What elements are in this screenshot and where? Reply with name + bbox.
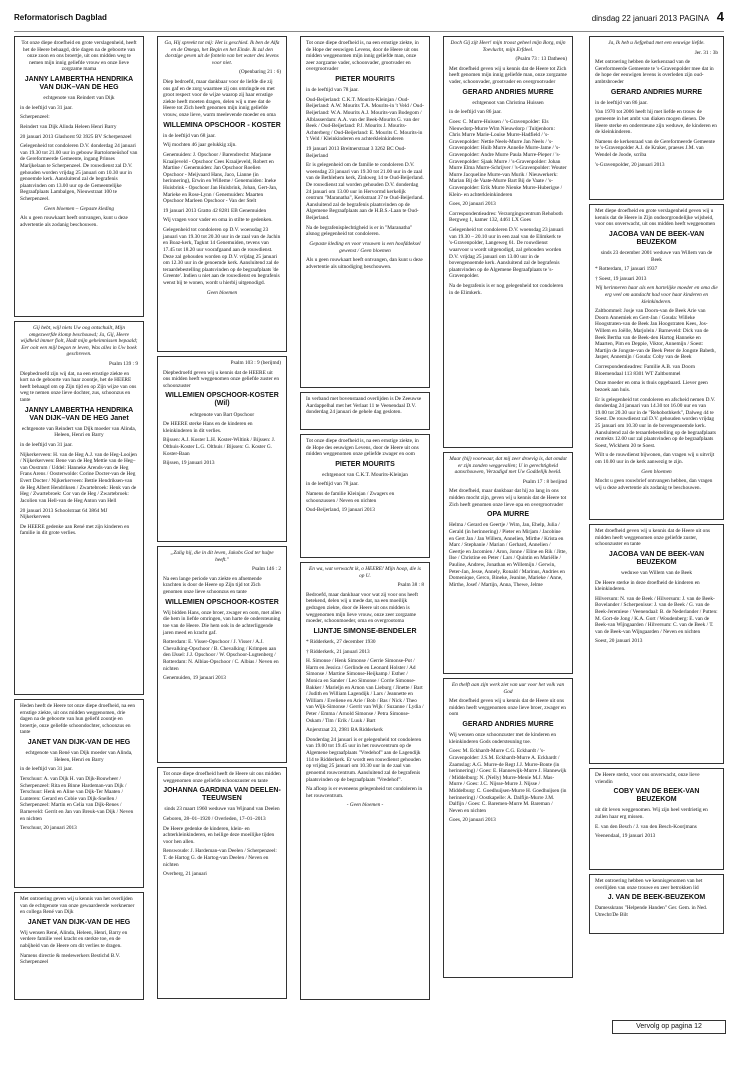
notice-gerard-2 [443,678,573,978]
age-line: in de leeftijd van 86 jaar. [595,99,648,106]
notice-intro: Diepbedroefd zijn wij dat, na een ernstige ziekte en kort na de geboorte van haar zoontje, het de HEERE heeft behaagd om op Zijn tijd en op Zijn wijze van ons weg te nemen onze lieve dochter, zus, schoonzus en tante [20,370,137,404]
deceased-name: GERARD ANDRIES MURRE [462,88,554,96]
flowers-note: - Geen bloemen - [346,802,384,809]
flowers-note: Gepaste kleding en voor vrouwen is een hoofddeksel gewenst / Geen bloemen [309,240,421,254]
notice-willemina [157,36,287,352]
funeral-info: Gelegenheid tot condoleren D.V. woensdag 23 januari van 19.30 – 20.10 uur in een zaal van de Elimkerk te 's-Gravenpolder, Langeweg 61. De rouwdienst waarvoor u wordt uitgenodigd, zal gehouden worden D.V. vrijdag 25 januari om 13.00 uur in de bovengenoemde kerk. Aansluitend zal de begrafenis plaatsvinden op de Algemene Begraafplaats te 's-Gravenpolder. [449,227,564,280]
notice-intro: Met droefheid geven wij u kennis dat de Heere uit ons midden heeft weggenomen onze geliefde zuster, schoonzuster en tante [595,528,711,548]
notice-intro: Na een lange periode van ziekte en afnemende krachten is door de Heere op Zijn tijd tot Zich genomen onze lieve schoonzus en tante [163,575,262,596]
verse: Doch Gij zijt Heer! mijn troost geheel mijn Borg, mijn Toevlucht, mijn Erfdeel. [450,40,566,53]
deceased-name: JANET VAN DIJK-VAN DE HEG [27,918,131,926]
notice-intro: Diep bedroefd, maar dankbaar voor de liefde die zij ons gaf en de zorg waarmee zij ons omringde en met groot respect voor de wijze waarop zij haar ernstige ziekte heeft moeten dragen, delen wij u mee dat de Heere tot Zich heeft genomen mijn innig geliefde vrouw, onze lieve, warm meelevende moeder en oma [163,79,276,119]
verse-reference: (Psalm 73 : 13 Datheen) [515,56,567,63]
notice-intro: Tot onze diepe droefheid is, na een ernstige ziekte, in de Hope des eeuwigen Levens, door de Heere uit ons midden weggenomen onze geliefde zwager en oom [306,438,419,458]
notice-willemien-2 [157,546,287,763]
death-line: † Soest, 19 januari 2013 [595,275,647,282]
column-2 [157,36,287,1003]
page-header [14,9,724,32]
notice-text: Wij wensen onze schoonzuster met de kinderen en kleinkinderen Gods ondersteuning toe. [449,732,557,745]
spouse-line: echtgenoot van Christina Huissen [472,99,544,106]
date-place: Oud-Beijerland, 19 januari 2013 [306,507,375,514]
column-3 [300,36,430,1004]
deceased-name: JANNY LAMBERTHA HENDRIKA VAN DIJK–VAN DE HEG Janet [24,406,134,422]
date-place: Genemuiden, 19 januari 2013 [163,675,226,682]
date-place: Veenendaal, 19 januari 2013 [595,833,656,840]
newspaper-name: Reformatorisch Dagblad [14,13,107,22]
notice-coby [589,768,724,870]
pagina-label: PAGINA [679,14,709,23]
notice-intro: De Heere sterkt, voor ons onverwacht, onze lieve vriendin [595,772,700,785]
spouse-line: echtgenote van Bart Opschoor [189,411,255,418]
deceased-name: GERARD ANDRIES MURRE [462,721,554,729]
verse-reference: (Openbaring 21 : 6) [239,69,281,76]
page-info [592,9,724,24]
age-line: in de leeftijd van 86 jaar. [449,109,502,116]
family-list: Zaltbommel: Josje van Doorn-van de Beek Arie van Doorn Annemiek en Gert-Jan / Gouda: Willeke Hoogstraten-van de Beek Jan Hoogstraten Kees, Jos-Willem en Joëlle, Marjolein / Barneveld: Dick van de Beek Bertha van de Beek-den Hartog Hanneke en Maarten, Pim en Deppie, Viktor, Annemijn / Soest: Martijn de Jongste-van de Beek Peter de Jongste Babeth, Jasper, Annemijn / Gouda: Coby van de Beek [595,308,716,361]
family-list: Hilversum: N. van de Beek / Hilversum: J. van de Beek-Bovelander / Scherpenisse: J. van de Beek / G. van de Beek-Jeremiese / Veenendaal: B. de Nederlander / Putten: M. Gort-de Jong / K.A. Gort / Woudenberg: E. van de Beek-van Wijngaarden / Hilversum: C. van de Beek / T. van de Beek-van Wijngaarden / Neven en nichten [595,595,718,635]
family-list: Nijkerkerveen: H. van de Heg A.J. van de Heg-Looijen / Nijkerkerveen: Bene van de Heg Mettie van de Heg–van Oostrum / Uddel: Hanneke Arends-van de Heg Frans Arens / Oosterwolde: Corine Docter-van de Heg Evert Docter / Nijkerkerveen: Bettie Hendriksen-van de Heg Albert Hendriksen / Zwartebroek: Henk van de Heg / Zwartebroek: Cor van de Heg / Zwartebroek: Jacolien van Hell-van de Heg Anton van Hell [20,451,137,504]
spouse-line: sinds 23 december 2001 weduwe van Willem van de Beek [600,249,713,263]
date-place: Overberg, 21 januari [163,871,207,878]
family-note: Wij vragen voor vader en oma in stilte te gedenken. [163,217,273,224]
age-line: in de leeftijd van 68 jaar. [163,132,216,139]
family-list: E. van den Besch / J. van den Besch-Koorjmans [595,823,697,830]
date-address: 20 januari 2013 Glashorst 92 3925 BV Scherpenzeel [20,133,132,140]
verse: Ga, Hij spreekt tot mij: Het is geschied. Ik ben de Alfa en de Omega, het Begin en het Einde. Ik zal den dorstige geven uit de fontein van het water des levens voor niet. [164,40,280,66]
funeral-info: Gelegenheid tot condoleren D.V. donderdag 24 januari van 19.30 tot 21.00 uur in gebouw Bartolomeüshof van de Gereformeerde Gemeente, ingang Prinses Marijkelaan te Scherpenzeel. De rouwdienst zal D.V. gehouden worden vrijdag 25 januari om 10.30 uur in genoemde kerk. Aansluitend zal de begrafenis plaatsvinden om 13.00 uur op de Gemeentelijke Begraafplaats Lambalgen, Nieuwstraat 100 te Scherpenzeel. [20,143,138,203]
closing-note: De HEERE gedenke aan René met zijn kinderen en familie in dit grote verlies. [20,523,130,537]
notice-intro: Tot onze diepe droefheid en grote verslagenheid, heeft het de Heere behaagd, drie dagen na de geboorte van onze zoon en ons broertje, uit ons midden weg te nemen mijn innig geliefde vrouw en onze lieve zorgzame mama [21,40,137,73]
deceased-name: WILLEMIEN OPSCHOOR-KOSTER [165,598,279,606]
spouse-line: echtgenoot van C.K.T. Mourits-Kleinjan [322,471,408,478]
family-list: Reindert van Dijk Alinda Heleen Henri Barry [20,123,117,130]
card-note: Als u geen rouwkaart heeft ontvangen, kunt u deze advertentie als zodanig beschouwen. [20,215,128,228]
family-list: Oud-Beijerland: C.K.T. Mourits-Kleinjan / Oud-Beijerland: A.W. Mourits T.A. Mourits-in 't Veld / Oud-Beijerland: W.A. Mourits A.J. Mourits-van Bodegom / Alblasserdam: A.A. van der Beek-Mourits G. van der Beek / Oud-Beijerland: P.J. Mourits J. Mourits-Achterberg / Oud-Beijerland: E. Mourits C. Mourits-in 't Veld / Kleinkinderen en achterkleinkinderen [306,96,424,143]
verse: En thelft aan zijn werk ziet van uur voor het volk van God [451,682,565,695]
deceased-name: JOHANNA GARDINA VAN DEELEN-TEEUWSEN [163,787,281,803]
deceased-name: PIETER MOURITS [335,460,395,468]
card-note: Mocht u geen rouwbrief ontvangen hebben, dan vragen wij u deze advertentie als zodanig te beschouwen. [595,478,713,491]
remembrance-line: Wij herinneren haar als een hartelijke moeder en oma die erg veel om aandacht had voor haar kinderen en kleinkinderen. [595,285,718,305]
age-line: in de leeftijd van 31 jaar. [20,104,73,111]
notice-wil [157,356,287,542]
deceased-name: JACOBA VAN DE BEEK-VAN BEUZEKOM [608,230,705,246]
verse: En wa, wat verwacht ik, o HEERE! Mijn hoop, die is op U. [309,566,421,579]
notice-intro: Tot onze diepe droefheid heeft de Heere uit ons midden weggenomen onze geliefde schoonzuster en tante [163,771,281,784]
age-line: in de leeftijd van 31 jaar. [20,766,73,773]
notice-text: De Heere gedenke de kinderen, klein- en achterkleinkinderen, en heilige deze moeilijke tijden voor hen allen. [163,825,275,845]
verse-reference: Psalm 17 : 8 berijmd [522,478,567,485]
verse: Ja, Ik heb u liefgehad met een eeuwige liefde. [608,40,705,46]
signature: Namens directie & medewerkers Bestichd B.V. Scherpenzeel [20,952,121,966]
family-list: Goes: M. Eckhardt-Murre C.G. Eckhardt / 's-Gravenpolder: J.S.M. Eckhardt-Murre A. Eckhardt / Zaamslag: A.G. Murre-de Regt J.J. Murre-Bonte (in herinnering) / Goes: E. Hannewijk-Murre J. Hannewijk / Middelburg: N. (Nelly) Murre-Menie M.J. Mas-Murre / Goes: J.C. Nijsse-Murre J. Nijsse / Middelburg: C. Goedhuijsen-Murre H. Goedhuijsen (in herinnering) / Oostkapelle: A. Dalfijn-Murre J.M. Dalfijn / Goes: C. Baremen-Murre M. Bareman / Neven en nichten [449,748,567,814]
deceased-name: GERARD ANDRIES MURRE [610,88,703,96]
notice-text: Wij wensen René, Alinda, Heleen, Henri, Barry en verdere familie veel kracht en sterkte toe, en de nabijheid van de Heere om dit verlies te dragen. [20,929,128,950]
card-note: Als u geen rouwkaart heeft ontvangen, dan kunt u deze advertentie als uitnodiging beschouwen. [306,257,423,270]
age-line: in de leeftijd van 31 jaar. [20,442,73,449]
spouse-line: weduwe van Willem van de Beek [620,569,693,576]
date-place: Soest, 20 januari 2013 [595,638,643,645]
notice-text: uit dit leven weggenomen. Wij zijn heel verdrietig en zullen haar erg missen. [595,807,708,820]
notice-pieter-2 [300,434,430,558]
correspondence-address: Correspondentieadres: Familie A.B. van Doorn Bloemendaal 113 8301 WT Zaltbommel [595,364,696,377]
page-number: 4 [716,9,724,24]
issue-date: dinsdag 22 januari 2013 [591,14,678,23]
signature: Damesskrans "Helpende Handen" Ger. Gem. in Ned. Utrecht/De Bilt [595,905,708,918]
notice-ja [589,36,724,200]
deceased-name: COBY VAN DE BEEK-VAN BEUZEKOM [613,788,700,804]
notice-janet-3 [14,699,144,888]
column-4 [443,36,573,982]
date-place: 's-Gravenpolder, 20 januari 2013 [595,161,665,168]
notice-verband [300,392,430,430]
funeral-info: Er is gelegenheid tot condoleren en afscheid nemen D.V. donderdag 24 januari van 14.30 tot 16.00 uur en van 19.00 tot 20.30 uur in de "Rehobothkerk", Dalweg 44 te Soest. De rouwdienst zal D.V. gehouden worden vrijdag 25 januari om 10.30 uur in de bovengenoemde kerk. Aansluitend zal de teraardebestelling op de begraafplaats rentrekts 12.00 uur zal plaatsvinden op de begraafplaats Soest, Wickhem 20 te Soest. [595,396,716,449]
age-line: in de leeftijd van 78 jaar. [306,87,359,94]
verse: Gij hebt, wijl niets Uw oog ontschuilt, Mijn omgezwerfde klomp beschouwd; Ja, Gij, Heere wijdheid immer fiolt, Hadt mijn geheimnissen bepaald; Eer ooit een mijl begon te leven, Was alles in Uw boek geschreven. [20,325,138,358]
condolence-note: Na de begrafenisplechtigheid is er in "Maranatha" alsnog gelegenheid tot condoleren. [306,224,413,238]
condolence-note: Na de begrafenis is er nog gelegenheid tot condoleren in de Elimkerk. [449,282,564,296]
family-list: Terschuur: A. van Dijk H. van Dijk-Bouwheer / Scherpenzeel: Rita en Binne Hardeman-van Dijk / Terschuur: Henk en Aline van Dijk-Ter Maaten / Lunteren: Gerard en Cobie van Dijk-Snellen / Scherpenzeel: Martin en Celia van Dijk-Renes / Barneveld: Gerrit en Jan van Breuk-van Dijk / Neven en nichten [20,775,134,822]
notice-intro: Met droefheid, maar dankbaar dat hij zo lang in ons midden mocht zijn, geven wij u kennis dat de Heere tot Zich heeft genomen onze lieve opa en overgrootvader [449,488,567,508]
notice-text: De Heere sterke in deze droefheid de kinderen en kleinkinderen. [595,579,700,593]
column-5 [589,36,724,938]
spouse-line: echtgenote van Reindert van Dijk moeder van Alinda, Heleen, Henri en Barry [21,425,137,439]
deceased-name: JANET VAN DIJK-VAN DE HEG [27,739,131,747]
spouse-line: echtgenote van Reindert van Dijk [43,95,115,102]
notice-jacoba-1 [589,204,724,520]
family-list: Namens de familie Kleinjan / Zwagers en schoonzussen / Neven en nichten [306,491,395,504]
place-line: Scherpenzeel: [20,114,50,121]
date-address: 20 januari 2013 Schoolstraat 64 3864 MJ Nijkerkerveen [20,507,108,521]
deceased-name: JACOBA VAN DE BEEK-VAN BEUZEKOM [608,550,705,566]
verse: Maar (hij) voorwaar, dat mij zeer droevig is, dat omdat er zijn zonden weggevallen; U in gerechtigheid aanschouwen, Verzadigd met Uw Goddelijk beeld. [449,456,567,476]
notice-intro: Met ontroering hebben de kerkenraad van de Gereformeerde Gemeente te 's-Gravenpolder mee dat in de hope der eeuwigen levens is overleden zijn oud-ambtsbroeder [595,59,714,86]
column-1 [14,36,144,1004]
date-place: Goes, 20 januari 2013 [449,817,496,824]
notice-lijntje [300,562,430,1000]
family-list: Rotterdam: E. Visser-Opschoor / J. Visser / A.J. Chevalking-Opschoor / B. Chevalking / Krimpen aan den IJssel: J.J. Opschoor / W. Opschoor-Lugtenberg / Rotterdam: N. Albias-Opschoor / C. Albias / Neven en nichten [163,639,279,672]
flowers-note: Geen bloemen [206,289,238,296]
verse-reference: Psalm 38 : 8 [397,582,424,589]
date-place: Bijssen, 19 januari 2013 [163,460,215,467]
family-list: H. Simonse / Henk Simonse / Gerrie Simonse-Pot / Harm en Jessica / Gerlinde en Leonard Holster / Ad Simonse / Martine Simonse-Heijkamp / Esther / Monica en Sander / Leo Simonse / Corrie Simonse-Bakker / Marieljn en Arnon van Lieburg / Jinette / Bart / Judith en William Lagendijk / Lars / Jeannette en William / Eveliene en Arie / Bob / Bas / Nick / Theo van Wijk-Simonse / Gerrit van Wijk / Suzanne / Lydia / Peter / Emma / Arnold Simonse / Petra Simonse-Oskam / Tim / Erik / Luuk / Bart [306,658,424,724]
continued-link[interactable]: Vervolg op pagina 12 [612,1020,726,1034]
notice-janet-4 [14,892,144,1000]
deceased-name: WILLEMINA OPSCHOOR - KOSTER [163,121,281,129]
deceased-name: LIJNTJE SIMONSE-BENDELER [313,627,417,635]
birth-line: * Ridderkerk, 27 december 1930 [306,638,376,645]
date-place: Goes, 20 januari 2013 [449,201,496,208]
correspondence-address: Correspondentieadres: Verzorgingscentrum Rehoboth Bergweg 1, kamer 132, 4461 LX Goes [449,210,563,224]
deceased-name: J. VAN DE BEEK-BEUZEKOM [607,894,706,902]
notice-text: Wij bidden Hans, onze broer, zwager en oom, met allen die hem in liefde omringen, van harte de ondersteuning toe van de Heere. Die hem ook in de achterliggende jaren meed en kracht gaf. [163,609,281,636]
notice-jacoba-2 [589,524,724,764]
death-line: † Ridderkerk, 21 januari 2013 [306,648,370,655]
verse-reference: Jer. 31 : 3b [694,49,718,56]
closure-notice: In verband met bovenstaand overlijden is De Zeeuwse Aardappelhal met het Verlaat 11 te Veenendaal D.V. donderdag 24 januari de gehele dag gesloten. [306,396,422,416]
notice-intro: Met ontroering hebben we kennisgenomen van het overlijden van onze trouwe en zeer betrokken lid [595,878,703,891]
birth-line: * Rotterdam, 17 januari 1937 [595,266,658,273]
birth-death-dates: Geboren, 28–01–1920 / Overleden, 17–01–2013 [163,815,266,822]
deceased-name: WILLEMIEN OPSCHOOR-KOSTER (Wil) [165,392,279,408]
family-list: Helma / Gerard en Geertje / Wim, Jan, Ehelp, Julia / Gerald (in herinnering) / Pieter en Mirjam / Jacobine en Gert Jan / Jan Willem, Annelien, Mirthe / Krista en Marc / Stephanie / Marian / Gerhard, Annelien / Geertje en Jacomien / Aron, Jonne / Eline en Rik / Jitte, Ilse / Christine en Peter / Lars / Quintin en Mariëlle / Pauline, Andrew, Jonathan en Willemijn / Gerwin, Peter-Jan, Jesse, Annely, Ronald / Marinus, Andries en Domenique, Gerco, Bineke, Jeanine, Marieke / Anne, Mirthe, Josef / Martijn, Anna, Thewe, Jelme [449,522,567,588]
signature: Namens de kerkenraad van de Gereformeerde Gemeente te 's-Gravenpolder A.J. de Kraker, praeses J.M. van Wendel de Joode, scriba [595,138,715,158]
verse: „Zalig hij, die in dit leven, Jakobs God ter hulpe heeft." [170,550,274,563]
verse-reference: Psalm 103 : 9 (berijmd) [230,360,281,366]
notice-intro: Bedroefd, maar dankbaar voor wat zij voor ons heeft betekend, delen wij u mede dat, na een moeilijk gedragen ziekte, door de Heere uit ons midden is weggenomen mijn lieve vrouw, onze zeer zorgzame moeder, schoonmoeder, oma en overgrootoma [306,591,418,625]
notice-intro: Tot onze diepe droefheid is, na een ernstige ziekte, in de Hope der eeuwigen Levens, door de Heere uit ons midden weggenomen mijn innig geliefde man, onze zeer zorgzame vader, schoonvader, grootvader en overgrootvader [306,40,419,73]
verse-reference: Psalm 146 : 2 [252,566,281,573]
notice-janny-2 [14,321,144,695]
spouse-line: echtgenote van René van Dijk moeder van Alinda, Heleen, Henri en Barry [25,750,133,763]
notice-text: De HEERE sterke Hans en de kinderen en kleinkinderen in dit verlies. [163,421,253,434]
date-address: 19 januari 2013 Gratto 42 8281 EB Genemuiden [163,207,267,214]
notice-janny-1 [14,36,144,317]
address: Anjerstraat 23, 2981 BA Ridderkerk [306,727,383,734]
date-address: 19 januari 2013 Breitnerstraat 3 3262 BC Oud-Beijerland [306,145,406,159]
notice-text: Van 1970 tot 2006 heeft hij met liefde en trouw de gemeente in het ambt van diaken mogen dienen. De Heere sterke en ondersteune zijn weduwe, de kinderen en de kleinkinderen. [595,109,717,136]
family-list: Bijssen: A.J. Koster L.H. Koster-Wiltink / Bijssen: J. Olthuis-Koster L.G. Olthuis / Bijssen: G. Koster G. Koster-Baan [163,437,276,457]
date-place: Terschuur, 20 januari 2013 [20,825,77,832]
funeral-info: Er is gelegenheid om de familie te condoleren D.V. woensdag 23 januari van 19.30 tot 21.00 uur in de zaal van de Bethlehem kerk, Zinkweg 14 te Oud-Beijerland. De rouwdienst zal worden gehouden D.V. donderdag 24 januari om 13.00 uur in Hervormd kerkelijk centrum "Maranatha", Kerkstraat 37 te Oud-Beijerland. Aansluitend zal de begrafenis plaatsvinden op de Algemene Begraafplaats aan de H.B.S.-Laan te Oud-Beijerland. [306,162,424,222]
notice-intro: Met ontroering geven wij u kennis van het overlijden van de echtgenote van onze gewaardeerde werknemer en collega René van Dijk [20,896,135,916]
notice-gerard-1 [443,36,573,448]
flowers-note: Geen bloemen – Gepaste kleding [43,205,114,212]
notice-intro: Met droefheid geven wij u kennis dat de Heere tot Zich heeft genomen mijn innig geliefde man, onze zorgzame vader, schoonvader, grootvader en overgrootvader [449,65,567,86]
notice-intro: Diepbedroefd geven wij u kennis dat de HEERE uit ons midden heeft weggenomen onze geliefde zuster en schoonzuster [163,369,280,389]
deceased-name: PIETER MOURITS [335,76,395,84]
verse-reference: Psalm 139 : 9 [109,361,138,368]
marriage-line: Wij mochten 46 jaar gelukkig zijn. [163,142,237,149]
funeral-info: Gelegenheid tot condoleren op D.V. woensdag 23 januari van 19.30 tot 20.30 uur in de zaal van de Jachin en Boaz-kerk, Tagknt 14 Genemuiden, tevens van 17.45 tot 18.20 uur voorafgaand aan de rouwdienst. Deze zal gehouden worden op D.V. vrijdag 25 januari om 12.30 uur in de genoemde kerk. Aansluitend zal de teraardebestelling plaatsvinden op de begraafplaats 'de Greente'. Indien u niet aan de rouwdienst en begrafenis wenst bij te wonen, wordt u hierbij uitgenodigd. [163,227,281,286]
deceased-name: JANNY LAMBERTHA HENDRIKA VAN DIJK–VAN DE HEG [24,76,134,92]
notice-opa [443,452,573,674]
notice-intro: Met diepe droefheid en grote verslagenheid geven wij u kennis dat de Heere in Zijn ondoorgrondelijke wijsheid, voor ons onverwacht, uit ons midden heeft weggenomen [595,208,716,228]
flowers-note: Geen bloemen [641,468,672,475]
notice-intro: Met droefheid geven wij u kennis dat de Heere uit ons midden heeft weggenomen onze lieve broer, zwager en oom [449,698,566,718]
notice-text: Onze moeder en oma is thuis opgebaard. Liever geen bezoek aan huis. [595,380,708,393]
notice-johanna [157,767,287,999]
spouse-line: sinds 23 maart 1960 weduwe van Wijnand van Deelen [164,806,280,813]
deceased-name: OPA MURRE [487,511,529,519]
family-list: Genemuiden: J. Opschoor / Barendrecht: Marjanne Kraaijeveld - Opschoor Cees Kraaijeveld, Robert en Martine / Genemuiden: Jan Opschoor Roelien Opschoor - Meijvaard Hans, Jaco, Lianne (in herinnering), Erwin en Willeme / Genemuiden: Ineke Huisbrink - Opschoor Jan Huisbrink, Johan, Gert-Jan, Marieke en Rose-Lynn / Genemuiden: Maarten Opschoor Marleen Opschoor - Van der Stelt [163,151,278,205]
notice-pieter-1 [300,36,430,388]
notice-jvdb [589,874,724,934]
funeral-info: Donderdag 24 januari is er gelegenheid tot condoleren van 19.00 tot 19.45 uur in het rouwcentrum op de Algemene begraafplaats "Vredehof" aan de Lagendijk 114 te Ridderkerk. Er wordt een rouwdienst gehouden op vrijdag 25 januari om 10.30 uur in de zaal van genoemd rouwcentrum. Aansluitend zal de begrafenis plaatsvinden op de begraafplaats "Vredehof". [306,736,422,783]
age-line: in de leeftijd van 78 jaar. [306,481,359,488]
family-list: Renswoude: J. Hardeman-van Deelen / Scherpenzeel: T. de Hartog G. de Hartog-van Deelen / Neven en nichten [163,848,277,868]
condolence-note: Na afloop is er eveneens gelegenheid tot condoleren in het rouwcentrum. [306,786,423,799]
family-list: Goes: C. Murre-Huissen / 's-Gravenpolder: Els Nieuwdorp-Murre Wim Nieuwdorp / Tuitjenhorn: Chris Murre Marie-Louise Murre-Hadfield / 's-Gravenpolder: Nettie Neels-Murre Jan Neels / 's-Gravenpolder: Huib Murre Annelie Murre-Jame / 's-Gravenpolder: Andre Murre Paula Murre-Pieper / 's-Gravenpolder: Sjaak Murre / 's-Gravenpolder: Johan Murre Elma Murre-Schrijver / 's-Gravenpolder: Wouter Murre Jacqueline Murre-van Murik / Nieuwerkerk: Marian Bij de Vaate-Murre Bart Bij de Vaate / 's-Gravenpolder: Erik Murre Nienke Murre-Huberigse / Klein- en achterkleinkinderen [449,118,567,198]
notice-intro: Heden heeft de Heere tot onze diepe droefheid, na een ernstige ziekte, uit ons midden weggenomen, drie dagen na de geboorte van hun geliefd zoontje en broertje, onze geliefde schoondochter, schoonzus en tante [20,703,136,736]
attendance-note: Wilt u de rouwdienst bijwonen, dan vragen wij u uitvrijt om 10.00 uur in de kerk aanwezig te zijn. [595,452,715,465]
